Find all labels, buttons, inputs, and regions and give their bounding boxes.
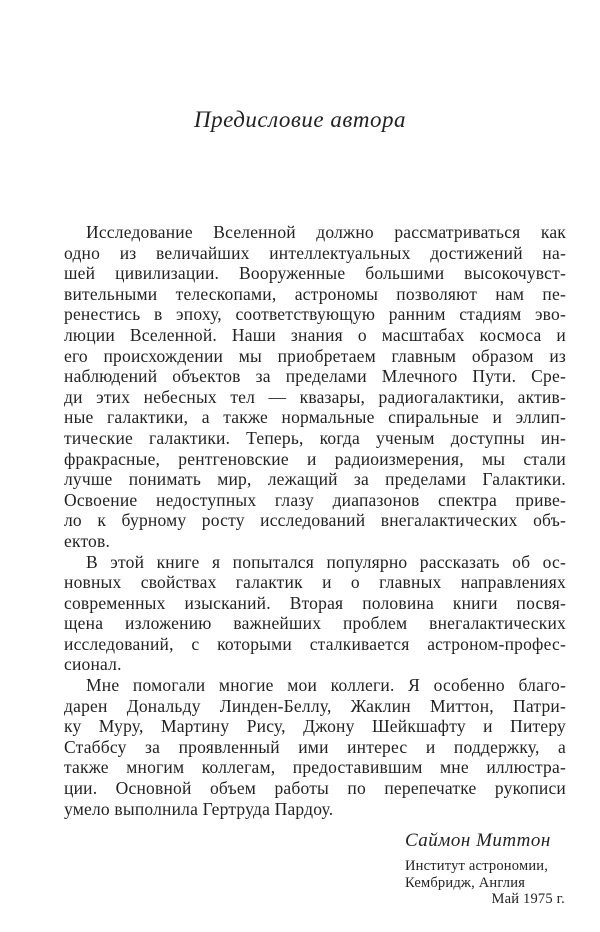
text-line: новных свойствах галактик и о главных направлениях	[64, 572, 566, 593]
text-line: лучше понимать мир, лежащий за пределами Галактики.	[64, 469, 566, 490]
text-line: вительными телескопами, астрономы позволяют нам пе-	[64, 283, 566, 304]
paragraph	[64, 552, 566, 676]
text-line: Стаббсу за проявленный ими интерес и поддержку, а	[64, 736, 566, 757]
text-line: современных изысканий. Вторая половина книги посвя-	[64, 592, 566, 613]
text-line: ектов.	[64, 530, 111, 551]
paragraph	[64, 675, 566, 819]
preface-body	[64, 222, 566, 819]
text-line: исследований, с которыми сталкивается астроном-профес-	[64, 633, 566, 654]
text-line: люции Вселенной. Наши знания о масштабах космоса и	[64, 324, 566, 345]
author-affiliation	[405, 858, 565, 908]
text-line: наблюдений объектов за пределами Млечного Пути. Сре-	[64, 366, 566, 387]
text-line: ку Муру, Мартину Рису, Джону Шейкшафту и Питеру	[64, 716, 566, 737]
text-line: его происхождении мы приобретаем главным образом из	[64, 345, 566, 366]
text-line: дарен Дональду Линден-Беллу, Жаклин Миттон, Патри-	[64, 695, 566, 716]
text-line: В этой книге я попытался популярно рассказать об ос-	[86, 551, 566, 572]
text-line: ции. Основной объем работы по перепечатке рукописи	[64, 778, 566, 799]
text-line: также многим коллегам, предоставившим мне иллюстра-	[64, 757, 566, 778]
text-line: умело выполнила Гертруда Пардоу.	[64, 798, 334, 819]
text-line: Мне помогали многие мои коллеги. Я особенно благо-	[86, 675, 566, 696]
text-line: ренестись в эпоху, соответствующую ранним стадиям эво-	[64, 304, 566, 325]
affiliation-institute: Институт астрономии,	[405, 858, 549, 874]
text-line: тические галактики. Теперь, когда ученым доступны ин-	[64, 427, 566, 448]
text-line: щена изложению важнейших проблем внегалактических	[64, 613, 566, 634]
text-line: шей цивилизации. Вооруженные большими высокочувст-	[64, 263, 566, 284]
author-signature: Саймон Миттон	[405, 830, 551, 851]
text-line: ло к бурному росту исследований внегалактических объ-	[64, 510, 566, 531]
text-line: Освоение недоступных глазу диапазонов спектра приве-	[64, 489, 566, 510]
preface-date: Май 1975 г.	[491, 891, 565, 907]
paragraph	[64, 222, 566, 552]
text-line: ди этих небесных тел — квазары, радиогалактики, актив-	[64, 386, 566, 407]
affiliation-city: Кембридж, Англия	[405, 874, 526, 891]
text-line: ные галактики, а также нормальные спиральные и эллип-	[64, 407, 566, 428]
text-line: фракрасные, рентгеновские и радиоизмерения, мы стали	[64, 448, 566, 469]
text-line: сионал.	[64, 654, 122, 675]
text-line: одно из величайших интеллектуальных достижений на-	[64, 242, 566, 263]
text-line: Исследование Вселенной должно рассматриваться как	[86, 222, 566, 242]
page-title: Предисловие автора	[194, 107, 406, 132]
